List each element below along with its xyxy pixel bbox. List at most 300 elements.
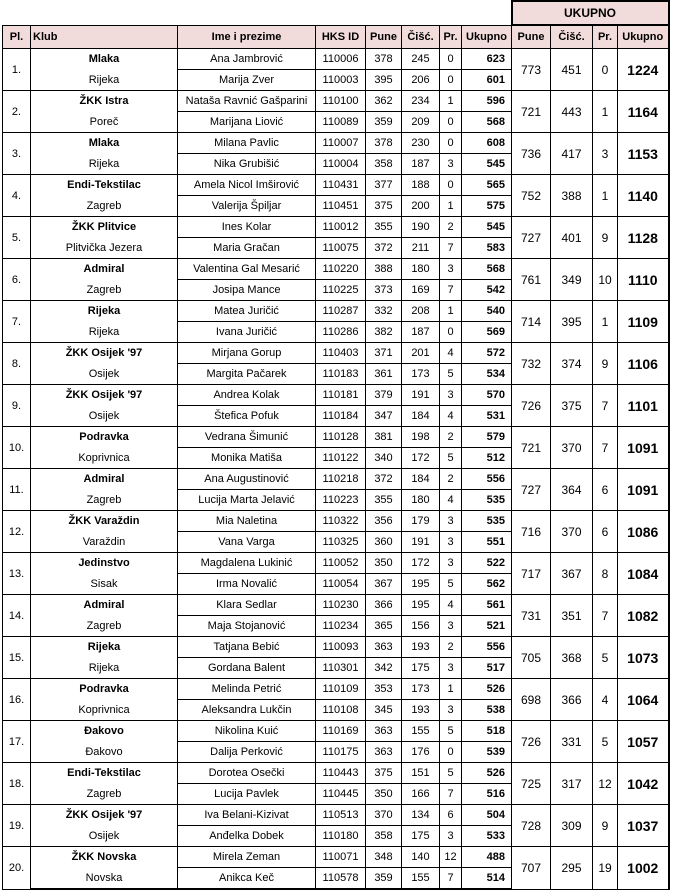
col-header-name: Ime i prezime xyxy=(178,25,316,49)
player-pr: 0 xyxy=(440,112,462,133)
club-name: Jedinstvo xyxy=(31,553,178,574)
player-hks-id: 110301 xyxy=(316,658,366,679)
club-city: Rijeka xyxy=(31,154,178,175)
table-row xyxy=(3,427,669,448)
player-hks-id: 110100 xyxy=(316,91,366,112)
club-city: Osijek xyxy=(31,406,178,427)
team-total-cisc: 367 xyxy=(551,553,593,595)
player-hks-id: 110175 xyxy=(316,742,366,763)
club-city: Plitvička Jezera xyxy=(31,238,178,259)
club-name: Podravka xyxy=(31,679,178,700)
player-ukupno: 535 xyxy=(462,490,512,511)
team-total-ukupno: 1057 xyxy=(618,721,669,763)
player-hks-id: 110220 xyxy=(316,259,366,280)
player-cisc: 184 xyxy=(402,469,440,490)
team-total-pune: 736 xyxy=(512,133,551,175)
player-cisc: 200 xyxy=(402,196,440,217)
results-table xyxy=(2,0,670,890)
player-pr: 0 xyxy=(440,49,462,70)
club-name: Mlaka xyxy=(31,49,178,70)
team-total-pr: 12 xyxy=(593,763,618,805)
team-total-pr: 9 xyxy=(593,343,618,385)
player-pr: 1 xyxy=(440,301,462,322)
player-name: Maja Stojanović xyxy=(178,616,316,637)
player-hks-id: 110122 xyxy=(316,448,366,469)
player-hks-id: 110181 xyxy=(316,385,366,406)
player-hks-id: 110007 xyxy=(316,133,366,154)
player-hks-id: 110075 xyxy=(316,238,366,259)
player-hks-id: 110513 xyxy=(316,805,366,826)
player-pune: 370 xyxy=(366,805,402,826)
player-hks-id: 110183 xyxy=(316,364,366,385)
team-total-cisc: 388 xyxy=(551,175,593,217)
place-cell: 15. xyxy=(3,637,31,679)
player-ukupno: 538 xyxy=(462,700,512,721)
place-cell: 12. xyxy=(3,511,31,553)
player-hks-id: 110578 xyxy=(316,868,366,890)
player-ukupno: 562 xyxy=(462,574,512,595)
club-name: ŽKK Osijek '97 xyxy=(31,385,178,406)
player-pune: 363 xyxy=(366,742,402,763)
player-pr: 2 xyxy=(440,637,462,658)
team-total-pune: 731 xyxy=(512,595,551,637)
player-ukupno: 579 xyxy=(462,427,512,448)
player-ukupno: 551 xyxy=(462,532,512,553)
team-total-pr: 0 xyxy=(593,49,618,91)
club-city: Rijeka xyxy=(31,322,178,343)
player-cisc: 156 xyxy=(402,616,440,637)
team-total-cisc: 295 xyxy=(551,847,593,890)
place-cell: 16. xyxy=(3,679,31,721)
team-total-pune: 717 xyxy=(512,553,551,595)
player-cisc: 173 xyxy=(402,364,440,385)
player-ukupno: 518 xyxy=(462,721,512,742)
player-pune: 366 xyxy=(366,595,402,616)
player-pune: 355 xyxy=(366,490,402,511)
player-pune: 395 xyxy=(366,70,402,91)
player-hks-id: 110184 xyxy=(316,406,366,427)
player-ukupno: 556 xyxy=(462,469,512,490)
club-city: Đakovo xyxy=(31,742,178,763)
player-hks-id: 110052 xyxy=(316,553,366,574)
player-pr: 1 xyxy=(440,679,462,700)
player-cisc: 166 xyxy=(402,784,440,805)
player-pr: 3 xyxy=(440,826,462,847)
club-name: Rijeka xyxy=(31,301,178,322)
team-total-pr: 7 xyxy=(593,427,618,469)
team-total-ukupno: 1128 xyxy=(618,217,669,259)
player-pr: 2 xyxy=(440,217,462,238)
player-ukupno: 534 xyxy=(462,364,512,385)
player-pune: 347 xyxy=(366,406,402,427)
club-city: Zagreb xyxy=(31,784,178,805)
place-cell: 7. xyxy=(3,301,31,343)
player-name: Nataša Ravnić Gašparini xyxy=(178,91,316,112)
player-ukupno: 601 xyxy=(462,70,512,91)
table-row xyxy=(3,301,669,322)
team-total-cisc: 364 xyxy=(551,469,593,511)
team-total-pune: 698 xyxy=(512,679,551,721)
player-pr: 0 xyxy=(440,175,462,196)
table-row xyxy=(3,763,669,784)
player-name: Ines Kolar xyxy=(178,217,316,238)
col-header-ukupno: Ukupno xyxy=(462,25,512,49)
club-name: ŽKK Plitvice xyxy=(31,217,178,238)
player-pr: 3 xyxy=(440,553,462,574)
team-total-pr: 9 xyxy=(593,805,618,847)
team-total-ukupno: 1101 xyxy=(618,385,669,427)
team-total-ukupno: 1064 xyxy=(618,679,669,721)
player-cisc: 188 xyxy=(402,175,440,196)
player-cisc: 245 xyxy=(402,49,440,70)
player-name: Marija Zver xyxy=(178,70,316,91)
player-name: Anđelka Dobek xyxy=(178,826,316,847)
team-total-ukupno: 1037 xyxy=(618,805,669,847)
player-pune: 375 xyxy=(366,763,402,784)
player-pune: 378 xyxy=(366,49,402,70)
player-ukupno: 504 xyxy=(462,805,512,826)
team-total-ukupno: 1082 xyxy=(618,595,669,637)
player-pr: 4 xyxy=(440,343,462,364)
player-name: Andrea Kolak xyxy=(178,385,316,406)
player-ukupno: 570 xyxy=(462,385,512,406)
table-row xyxy=(3,721,669,742)
table-row xyxy=(3,91,669,112)
team-total-ukupno: 1106 xyxy=(618,343,669,385)
table-row xyxy=(3,469,669,490)
player-name: Ivana Juričić xyxy=(178,322,316,343)
team-total-pr: 4 xyxy=(593,679,618,721)
player-name: Lucija Pavlek xyxy=(178,784,316,805)
player-pune: 350 xyxy=(366,553,402,574)
player-pr: 1 xyxy=(440,196,462,217)
player-name: Maria Gračan xyxy=(178,238,316,259)
player-hks-id: 110223 xyxy=(316,490,366,511)
place-cell: 14. xyxy=(3,595,31,637)
player-ukupno: 545 xyxy=(462,217,512,238)
player-hks-id: 110093 xyxy=(316,637,366,658)
club-name: ŽKK Istra xyxy=(31,91,178,112)
player-pune: 359 xyxy=(366,112,402,133)
player-cisc: 172 xyxy=(402,448,440,469)
player-ukupno: 517 xyxy=(462,658,512,679)
col-header-club: Klub xyxy=(31,25,178,49)
player-ukupno: 583 xyxy=(462,238,512,259)
player-name: Magdalena Lukinić xyxy=(178,553,316,574)
team-total-cisc: 375 xyxy=(551,385,593,427)
player-cisc: 190 xyxy=(402,217,440,238)
player-cisc: 173 xyxy=(402,679,440,700)
player-pr: 6 xyxy=(440,805,462,826)
player-pr: 3 xyxy=(440,532,462,553)
player-cisc: 140 xyxy=(402,847,440,868)
team-total-pune: 716 xyxy=(512,511,551,553)
player-pr: 4 xyxy=(440,595,462,616)
team-total-cisc: 443 xyxy=(551,91,593,133)
player-cisc: 155 xyxy=(402,721,440,742)
team-total-pune: 773 xyxy=(512,49,551,91)
player-cisc: 208 xyxy=(402,301,440,322)
team-total-cisc: 370 xyxy=(551,511,593,553)
club-city: Zagreb xyxy=(31,280,178,301)
place-cell: 17. xyxy=(3,721,31,763)
player-ukupno: 596 xyxy=(462,91,512,112)
player-ukupno: 526 xyxy=(462,763,512,784)
team-total-cisc: 401 xyxy=(551,217,593,259)
player-cisc: 172 xyxy=(402,553,440,574)
player-ukupno: 526 xyxy=(462,679,512,700)
team-total-pr: 19 xyxy=(593,847,618,890)
player-pr: 2 xyxy=(440,427,462,448)
club-city: Osijek xyxy=(31,364,178,385)
player-pr: 5 xyxy=(440,448,462,469)
player-pune: 372 xyxy=(366,238,402,259)
table-row xyxy=(3,259,669,280)
team-total-pr: 7 xyxy=(593,385,618,427)
col-header-total-ukupno: Ukupno xyxy=(618,25,669,49)
player-pr: 3 xyxy=(440,154,462,175)
club-city: Rijeka xyxy=(31,70,178,91)
team-total-pr: 1 xyxy=(593,91,618,133)
player-hks-id: 110004 xyxy=(316,154,366,175)
player-pune: 348 xyxy=(366,847,402,868)
team-total-ukupno: 1042 xyxy=(618,763,669,805)
player-pr: 3 xyxy=(440,259,462,280)
player-pune: 371 xyxy=(366,343,402,364)
table-row xyxy=(3,637,669,658)
player-cisc: 134 xyxy=(402,805,440,826)
player-hks-id: 110322 xyxy=(316,511,366,532)
team-total-pune: 725 xyxy=(512,763,551,805)
team-total-cisc: 374 xyxy=(551,343,593,385)
player-name: Vedrana Šimunić xyxy=(178,427,316,448)
player-cisc: 175 xyxy=(402,826,440,847)
player-name: Ana Jambrović xyxy=(178,49,316,70)
player-pr: 7 xyxy=(440,280,462,301)
player-cisc: 176 xyxy=(402,742,440,763)
player-hks-id: 110225 xyxy=(316,280,366,301)
player-hks-id: 110169 xyxy=(316,721,366,742)
player-name: Mirela Zeman xyxy=(178,847,316,868)
team-total-ukupno: 1086 xyxy=(618,511,669,553)
player-pune: 332 xyxy=(366,301,402,322)
col-header-total-cisc: Čišć. xyxy=(551,25,593,49)
club-name: Admiral xyxy=(31,595,178,616)
player-cisc: 155 xyxy=(402,868,440,890)
team-total-pune: 726 xyxy=(512,385,551,427)
player-ukupno: 514 xyxy=(462,868,512,890)
team-total-cisc: 349 xyxy=(551,259,593,301)
player-pune: 361 xyxy=(366,364,402,385)
player-pune: 350 xyxy=(366,784,402,805)
player-ukupno: 556 xyxy=(462,637,512,658)
player-name: Ana Augustinović xyxy=(178,469,316,490)
col-header-cisc: Čišć. xyxy=(402,25,440,49)
player-hks-id: 110445 xyxy=(316,784,366,805)
player-ukupno: 521 xyxy=(462,616,512,637)
player-pune: 375 xyxy=(366,196,402,217)
player-pune: 362 xyxy=(366,91,402,112)
player-pr: 0 xyxy=(440,322,462,343)
player-hks-id: 110108 xyxy=(316,700,366,721)
club-city: Zagreb xyxy=(31,196,178,217)
place-cell: 5. xyxy=(3,217,31,259)
player-pr: 5 xyxy=(440,721,462,742)
club-city: Novska xyxy=(31,868,178,890)
team-total-ukupno: 1084 xyxy=(618,553,669,595)
col-header-hks-id: HKS ID xyxy=(316,25,366,49)
player-name: Lucija Marta Jelavić xyxy=(178,490,316,511)
table-row xyxy=(3,553,669,574)
player-pr: 3 xyxy=(440,616,462,637)
player-pr: 7 xyxy=(440,238,462,259)
player-pr: 3 xyxy=(440,658,462,679)
player-pune: 356 xyxy=(366,511,402,532)
table-row xyxy=(3,679,669,700)
player-name: Milana Pavlic xyxy=(178,133,316,154)
team-total-cisc: 366 xyxy=(551,679,593,721)
player-pune: 377 xyxy=(366,175,402,196)
table-row xyxy=(3,595,669,616)
team-total-cisc: 370 xyxy=(551,427,593,469)
player-name: Anikca Keč xyxy=(178,868,316,890)
player-ukupno: 488 xyxy=(462,847,512,868)
player-pr: 4 xyxy=(440,490,462,511)
player-cisc: 201 xyxy=(402,343,440,364)
team-total-pune: 726 xyxy=(512,721,551,763)
player-name: Dalija Perković xyxy=(178,742,316,763)
team-total-cisc: 317 xyxy=(551,763,593,805)
team-total-ukupno: 1002 xyxy=(618,847,669,890)
team-total-ukupno: 1224 xyxy=(618,49,669,91)
team-total-pune: 714 xyxy=(512,301,551,343)
team-total-pr: 6 xyxy=(593,469,618,511)
player-ukupno: 531 xyxy=(462,406,512,427)
team-total-ukupno: 1153 xyxy=(618,133,669,175)
player-pune: 358 xyxy=(366,154,402,175)
player-ukupno: 542 xyxy=(462,280,512,301)
player-pr: 5 xyxy=(440,763,462,784)
player-pune: 353 xyxy=(366,679,402,700)
team-total-ukupno: 1109 xyxy=(618,301,669,343)
place-cell: 10. xyxy=(3,427,31,469)
player-cisc: 195 xyxy=(402,595,440,616)
player-name: Nikolina Kuić xyxy=(178,721,316,742)
table-row xyxy=(3,133,669,154)
team-total-pr: 7 xyxy=(593,595,618,637)
player-cisc: 187 xyxy=(402,322,440,343)
player-hks-id: 110006 xyxy=(316,49,366,70)
col-header-pune: Pune xyxy=(366,25,402,49)
club-name: Admiral xyxy=(31,469,178,490)
table-row xyxy=(3,49,669,70)
team-total-pr: 10 xyxy=(593,259,618,301)
player-name: Amela Nicol Imširović xyxy=(178,175,316,196)
team-total-pune: 707 xyxy=(512,847,551,890)
player-hks-id: 110089 xyxy=(316,112,366,133)
player-pune: 342 xyxy=(366,658,402,679)
team-total-pune: 721 xyxy=(512,427,551,469)
club-city: Varaždin xyxy=(31,532,178,553)
player-name: Josipa Mance xyxy=(178,280,316,301)
club-city: Zagreb xyxy=(31,616,178,637)
player-cisc: 193 xyxy=(402,700,440,721)
player-hks-id: 110012 xyxy=(316,217,366,238)
club-city: Sisak xyxy=(31,574,178,595)
player-ukupno: 568 xyxy=(462,259,512,280)
team-total-ukupno: 1091 xyxy=(618,427,669,469)
player-name: Vana Varga xyxy=(178,532,316,553)
player-hks-id: 110054 xyxy=(316,574,366,595)
player-hks-id: 110128 xyxy=(316,427,366,448)
place-cell: 2. xyxy=(3,91,31,133)
club-name: ŽKK Novska xyxy=(31,847,178,868)
player-cisc: 209 xyxy=(402,112,440,133)
team-total-pr: 1 xyxy=(593,301,618,343)
player-pr: 7 xyxy=(440,868,462,890)
player-hks-id: 110180 xyxy=(316,826,366,847)
team-total-cisc: 417 xyxy=(551,133,593,175)
player-ukupno: 533 xyxy=(462,826,512,847)
team-total-ukupno: 1140 xyxy=(618,175,669,217)
player-pune: 345 xyxy=(366,700,402,721)
player-pr: 5 xyxy=(440,574,462,595)
table-row xyxy=(3,175,669,196)
team-total-ukupno: 1164 xyxy=(618,91,669,133)
player-name: Mirjana Gorup xyxy=(178,343,316,364)
player-hks-id: 110287 xyxy=(316,301,366,322)
player-name: Margita Pačarek xyxy=(178,364,316,385)
column-header-row xyxy=(3,25,669,49)
col-header-total-pr: Pr. xyxy=(593,25,618,49)
player-name: Iva Belani-Kizivat xyxy=(178,805,316,826)
player-pr: 7 xyxy=(440,784,462,805)
player-name: Monika Matiša xyxy=(178,448,316,469)
player-cisc: 230 xyxy=(402,133,440,154)
team-total-pr: 8 xyxy=(593,553,618,595)
player-cisc: 191 xyxy=(402,532,440,553)
player-pr: 5 xyxy=(440,364,462,385)
club-name: Endi-Tekstilac xyxy=(31,175,178,196)
player-name: Marijana Liović xyxy=(178,112,316,133)
place-cell: 4. xyxy=(3,175,31,217)
team-total-cisc: 368 xyxy=(551,637,593,679)
col-header-place: Pl. xyxy=(3,25,31,49)
team-total-pune: 761 xyxy=(512,259,551,301)
player-pune: 363 xyxy=(366,721,402,742)
player-name: Klara Sedlar xyxy=(178,595,316,616)
player-ukupno: 535 xyxy=(462,511,512,532)
place-cell: 18. xyxy=(3,763,31,805)
player-cisc: 187 xyxy=(402,154,440,175)
player-pune: 367 xyxy=(366,574,402,595)
player-cisc: 206 xyxy=(402,70,440,91)
player-name: Gordana Balent xyxy=(178,658,316,679)
club-name: Rijeka xyxy=(31,637,178,658)
player-cisc: 198 xyxy=(402,427,440,448)
player-pr: 3 xyxy=(440,385,462,406)
team-total-pune: 721 xyxy=(512,91,551,133)
player-name: Štefica Pofuk xyxy=(178,406,316,427)
team-total-ukupno: 1073 xyxy=(618,637,669,679)
table-row xyxy=(3,217,669,238)
player-pr: 4 xyxy=(440,406,462,427)
player-pune: 355 xyxy=(366,217,402,238)
player-pune: 363 xyxy=(366,637,402,658)
player-ukupno: 561 xyxy=(462,595,512,616)
player-ukupno: 565 xyxy=(462,175,512,196)
player-hks-id: 110325 xyxy=(316,532,366,553)
